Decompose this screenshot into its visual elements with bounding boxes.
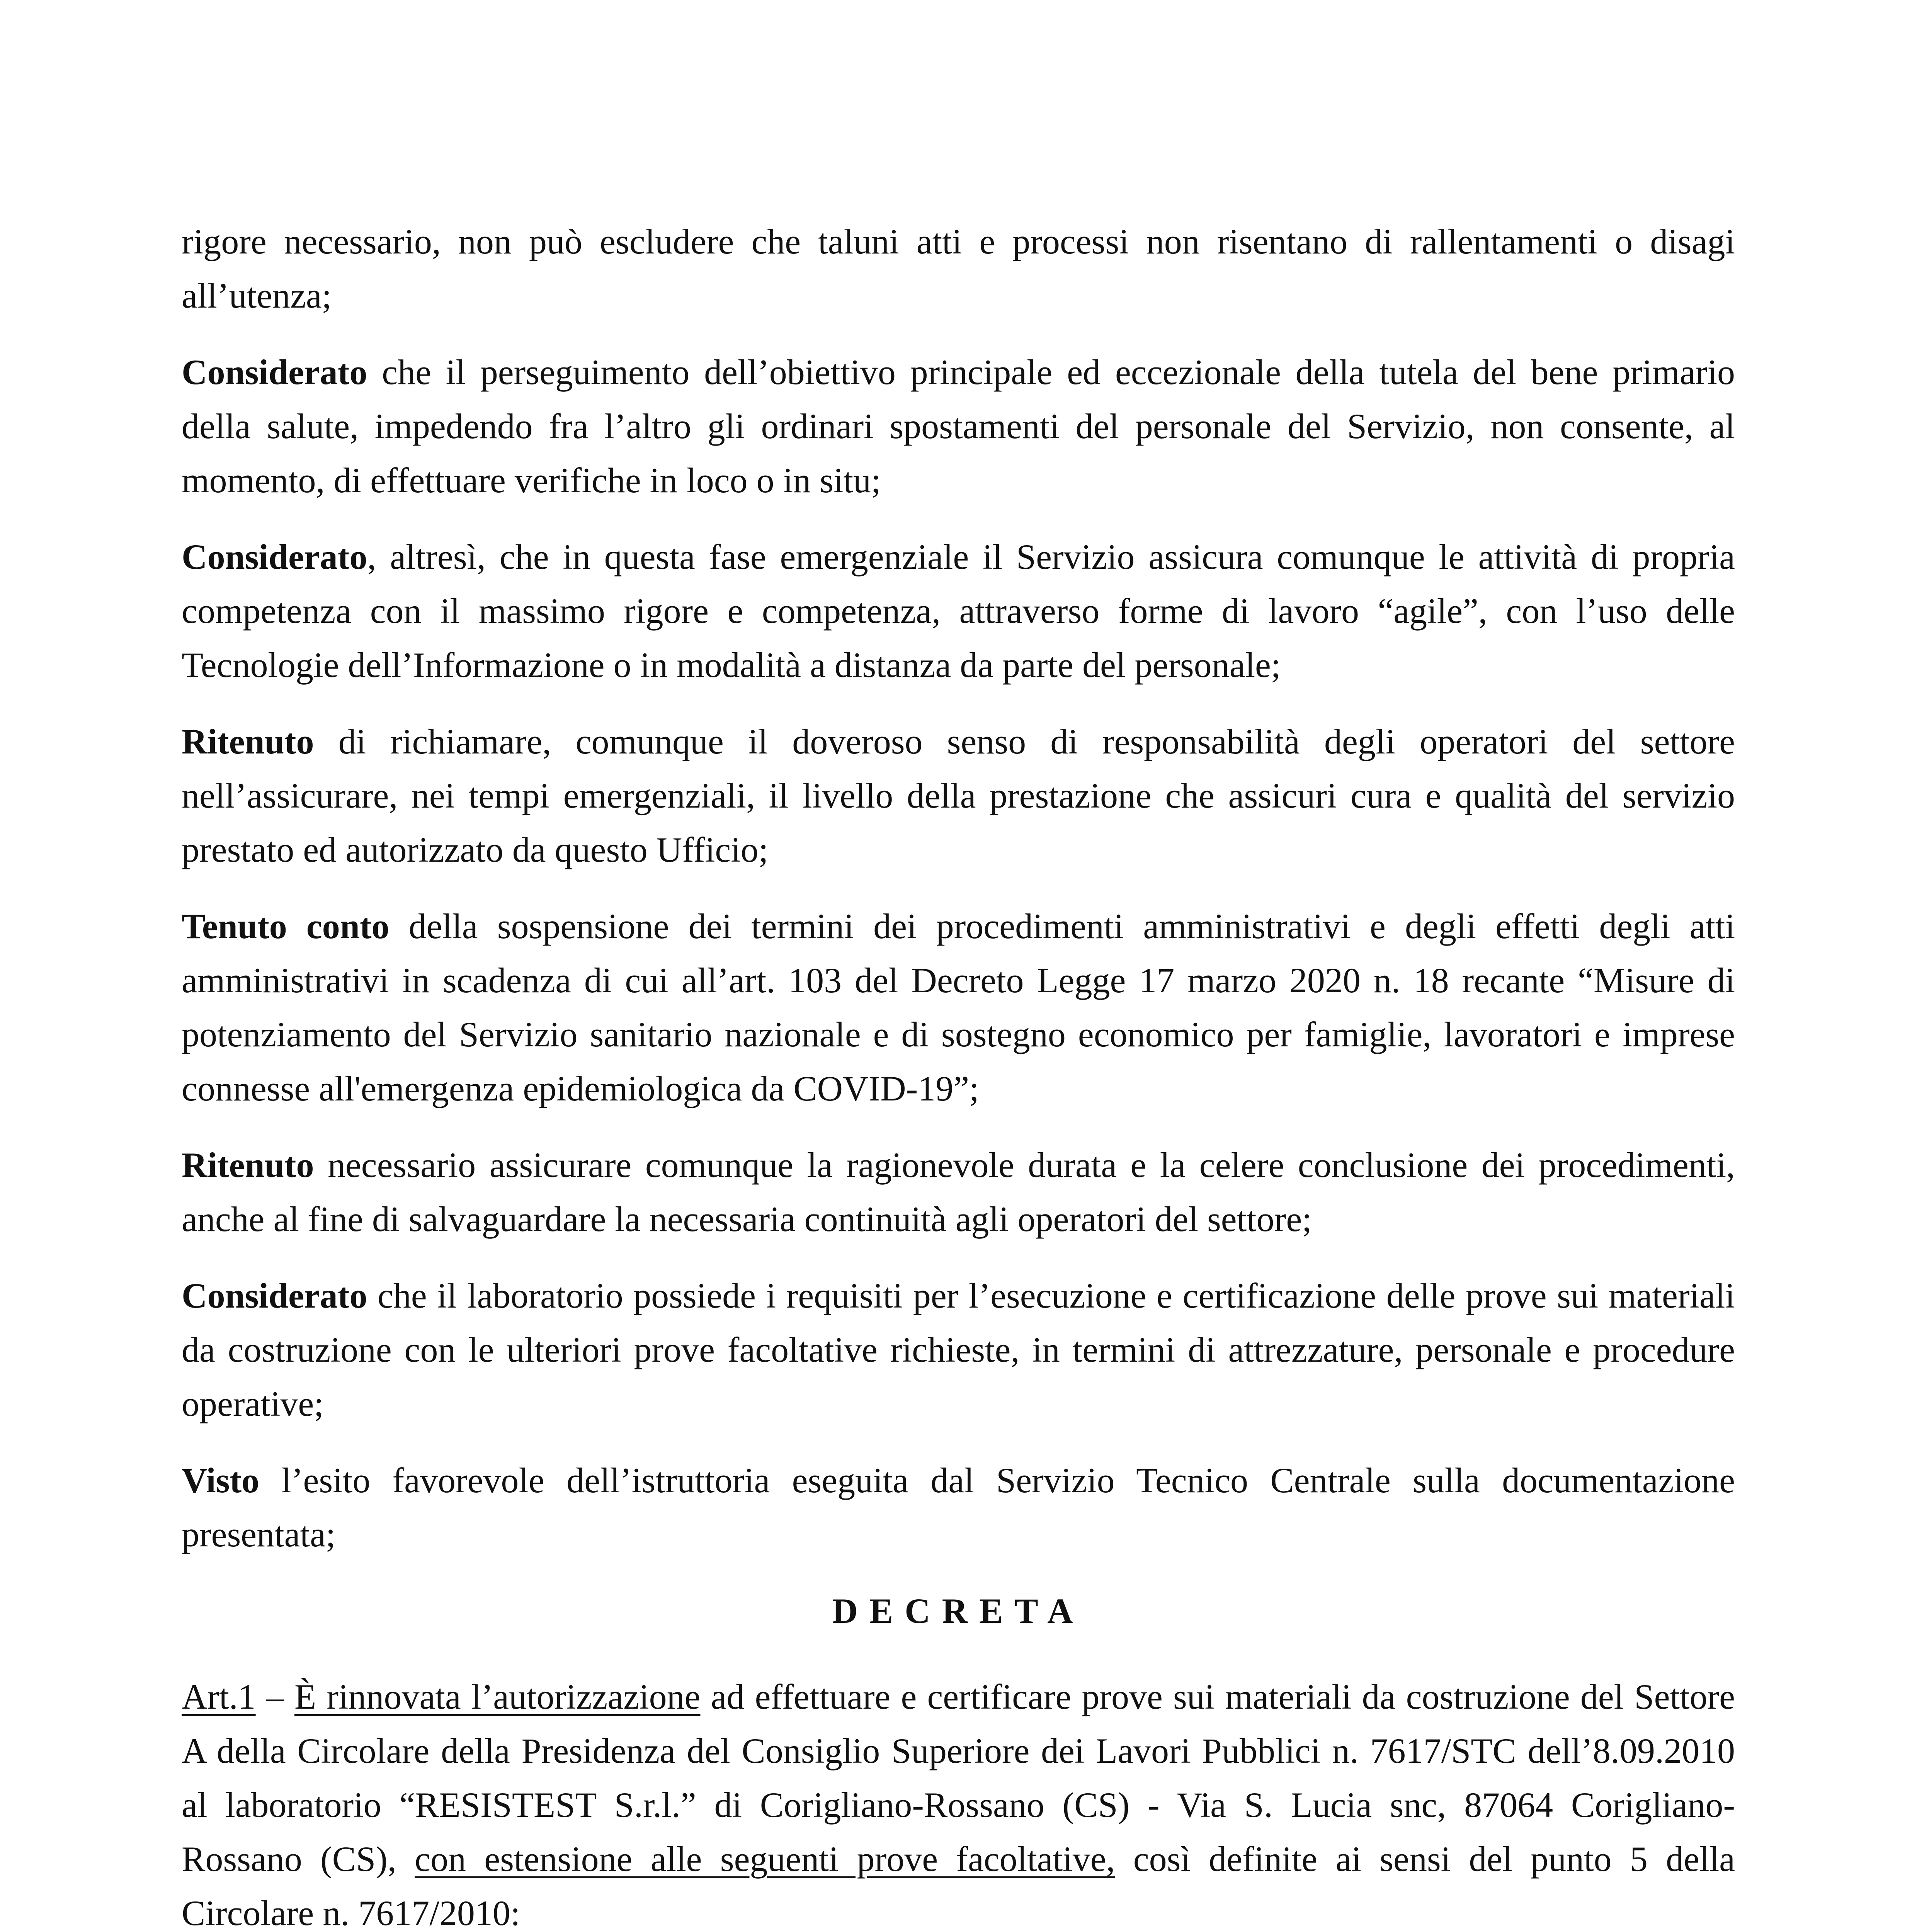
paragraph-lead: Ritenuto <box>182 1145 314 1185</box>
article-1-text-end: così definite ai sensi del punto 5 della Circolare n. 7617/2010: <box>182 1839 1735 1932</box>
article-1-separator: – <box>255 1677 294 1716</box>
paragraph-lead: Ritenuto <box>182 722 314 761</box>
paragraph-lead: Tenuto conto <box>182 906 390 946</box>
paragraph-text: della sospensione dei termini dei procedimenti amministrativi e degli effetti degli atti amministrativi in scadenza di cui all’art. 103 del Decreto Legge 17 marzo 2020 n. 18 recante “Misure di potenziamento del Servizio sanitario nazionale e di sostegno economico per famiglie, lavoratori e imprese connesse all'emergenza epidemiologica da COVID-19”; <box>182 906 1735 1108</box>
paragraph-lead: Considerato <box>182 537 367 577</box>
article-1-underlined-extension: con estensione alle seguenti prove facoltative, <box>415 1839 1115 1879</box>
paragraph-visto <box>182 1453 1735 1561</box>
paragraph-considerato-3 <box>182 1269 1735 1431</box>
paragraph-text: che il perseguimento dell’obiettivo principale ed eccezionale della tutela del bene primario della salute, impedendo fra l’altro gli ordinari spostamenti del personale del Servizio, non consente, al momento, di effettuare verifiche in loco o in situ; <box>182 352 1735 500</box>
paragraph-lead: Considerato <box>182 352 367 392</box>
article-1 <box>182 1670 1735 1932</box>
paragraph-ritenuto-2 <box>182 1138 1735 1246</box>
article-1-label: Art.1 <box>182 1677 256 1716</box>
paragraph-text: di richiamare, comunque il doveroso senso di responsabilità degli operatori del settore nell’assicurare, nei tempi emergenziali, il livello della prestazione che assicuri cura e qualità del servizio prestato ed autorizzato da questo Ufficio; <box>182 722 1735 869</box>
article-1-underlined-phrase: È rinnovata l’autorizzazione <box>294 1677 701 1716</box>
decree-heading: DECRETA <box>832 1591 1085 1631</box>
paragraph-text: rigore necessario, non può escludere che taluni atti e processi non risentano di rallentamenti o disagi all’utenza; <box>182 222 1735 315</box>
paragraph-text: , altresì, che in questa fase emergenziale il Servizio assicura comunque le attività di propria competenza con il massimo rigore e competenza, attraverso forme di lavoro “agile”, con l’uso delle Tecnologie dell’Informazione o in modalità a distanza da parte del personale; <box>182 537 1735 685</box>
paragraph-continuation <box>182 214 1735 323</box>
paragraph-lead: Visto <box>182 1461 260 1500</box>
paragraph-text: necessario assicurare comunque la ragionevole durata e la celere conclusione dei procedimenti, anche al fine di salvaguardare la necessaria continuità agli operatori del settore; <box>182 1145 1735 1239</box>
paragraph-tenuto-conto <box>182 899 1735 1116</box>
article-1-text: ad effettuare e certificare prove sui materiali da costruzione del Settore A della Circolare della Presidenza del Consiglio Superiore dei Lavori Pubblici n. 7617/STC dell’8.09.2010 al laboratorio “RESISTEST S.r.l.” di Corigliano-Rossano (CS) - Via S. Lucia snc, 87064 Corigliano-Rossano (CS), <box>182 1677 1735 1879</box>
paragraph-lead: Considerato <box>182 1276 367 1315</box>
paragraph-considerato-1 <box>182 345 1735 507</box>
paragraph-text: l’esito favorevole dell’istruttoria eseguita dal Servizio Tecnico Centrale sulla documentazione presentata; <box>182 1461 1735 1554</box>
paragraph-ritenuto-1 <box>182 714 1735 877</box>
document-body <box>182 214 1735 1932</box>
paragraph-text: che il laboratorio possiede i requisiti per l’esecuzione e certificazione delle prove sui materiali da costruzione con le ulteriori prove facoltative richieste, in termini di attrezzature, personale e procedure operative; <box>182 1276 1735 1423</box>
paragraph-considerato-2 <box>182 530 1735 692</box>
